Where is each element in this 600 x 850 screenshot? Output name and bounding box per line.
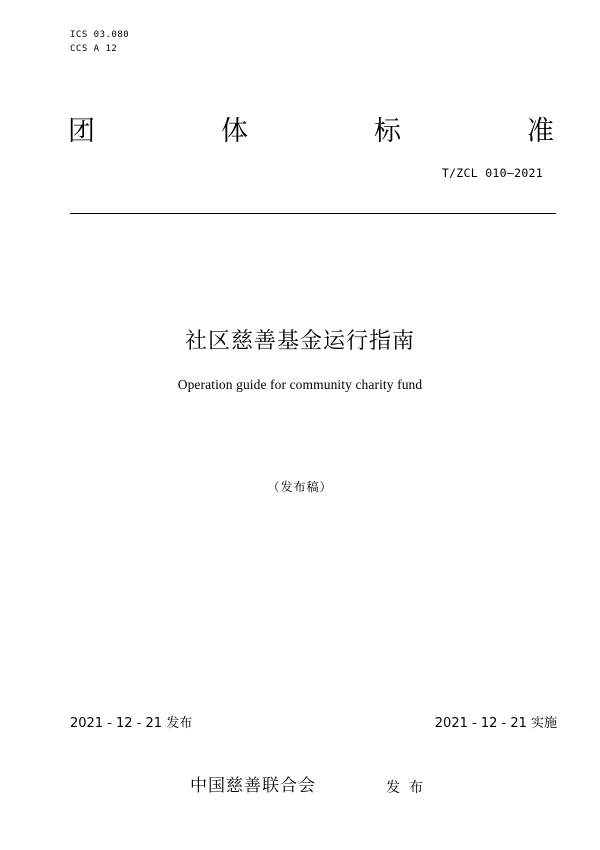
title-chinese: 社区慈善基金运行指南 xyxy=(184,329,415,354)
standard-number: T/ZCL 010—2021 xyxy=(441,166,543,180)
document-type-char: 准 xyxy=(527,116,554,147)
document-type-char: 标 xyxy=(374,116,401,147)
title-english: Operation guide for community charity fund xyxy=(177,377,423,392)
publisher-name: 中国慈善联合会 xyxy=(190,776,316,796)
document-type-char: 团 xyxy=(68,116,95,147)
document-type-char: 体 xyxy=(221,116,248,147)
ics-code: ICS 03.080 xyxy=(70,30,130,40)
implement-date: 2021 - 12 - 21 实施 xyxy=(434,716,557,731)
header-divider xyxy=(70,213,556,214)
ccs-code: CCS A 12 xyxy=(70,44,118,54)
publish-label: 发布 xyxy=(386,780,432,796)
draft-status: （发布稿） xyxy=(267,480,333,494)
document-type xyxy=(68,115,554,149)
publish-date: 2021 - 12 - 21 发布 xyxy=(70,716,193,731)
